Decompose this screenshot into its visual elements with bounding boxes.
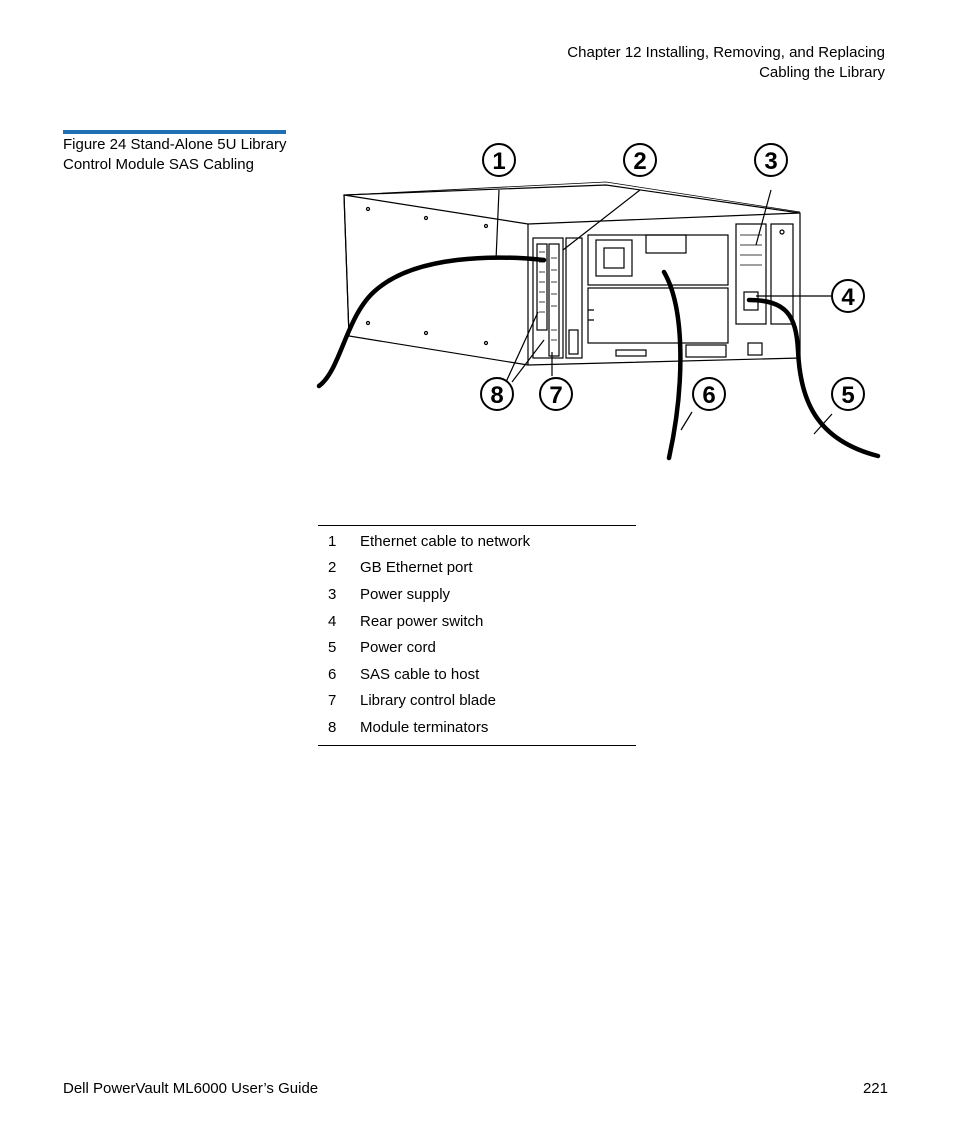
legend-description: Library control blade — [360, 692, 496, 710]
legend-description: Power cord — [360, 639, 436, 657]
legend-row — [318, 555, 636, 582]
legend-number: 1 — [328, 532, 337, 550]
footer-title: Dell PowerVault ML6000 User’s Guide — [63, 1080, 319, 1097]
svg-text:6: 6 — [702, 382, 716, 409]
legend-number: 5 — [328, 639, 337, 657]
section-title: Cabling the Library — [759, 64, 885, 81]
callout-1 — [483, 144, 515, 176]
callout-6 — [693, 378, 725, 410]
chapter-title: Chapter 12 Installing, Removing, and Replacing — [567, 44, 885, 61]
callout-5 — [832, 378, 864, 410]
legend-description: Power supply — [360, 585, 451, 603]
legend-description: Module terminators — [360, 718, 489, 736]
svg-text:5: 5 — [841, 382, 855, 409]
page-header — [567, 43, 885, 83]
callout-legend-table — [318, 525, 636, 746]
legend-row — [318, 688, 636, 715]
legend-number: 4 — [328, 612, 337, 630]
page-number: 221 — [862, 1080, 888, 1097]
legend-row — [318, 661, 636, 688]
caption-rule — [63, 130, 286, 134]
figure-caption: Figure 24 Stand-Alone 5U Library Control Module SAS Cabling — [63, 136, 287, 173]
svg-text:1: 1 — [492, 148, 506, 175]
callout-7 — [540, 378, 572, 410]
svg-text:3: 3 — [764, 148, 778, 175]
svg-text:8: 8 — [490, 382, 504, 409]
legend-number: 6 — [328, 665, 337, 683]
legend-description: Rear power switch — [360, 612, 484, 630]
legend-description: SAS cable to host — [360, 665, 480, 683]
callout-3 — [755, 144, 787, 176]
callout-2 — [624, 144, 656, 176]
legend-number: 7 — [328, 692, 337, 710]
legend-number: 3 — [328, 585, 337, 603]
legend-number: 2 — [328, 559, 337, 577]
legend-number: 8 — [328, 718, 337, 736]
legend-row — [318, 608, 636, 635]
legend-row — [318, 581, 636, 608]
legend-description: Ethernet cable to network — [360, 532, 531, 550]
svg-text:2: 2 — [633, 148, 647, 175]
legend-row — [318, 528, 636, 555]
svg-text:4: 4 — [841, 284, 855, 311]
callout-8 — [481, 378, 513, 410]
callout-4 — [832, 280, 864, 312]
legend-row — [318, 714, 636, 741]
svg-text:7: 7 — [549, 382, 563, 409]
legend-row — [318, 634, 636, 661]
library-cabling-figure — [316, 140, 888, 462]
legend-description: GB Ethernet port — [360, 559, 473, 577]
